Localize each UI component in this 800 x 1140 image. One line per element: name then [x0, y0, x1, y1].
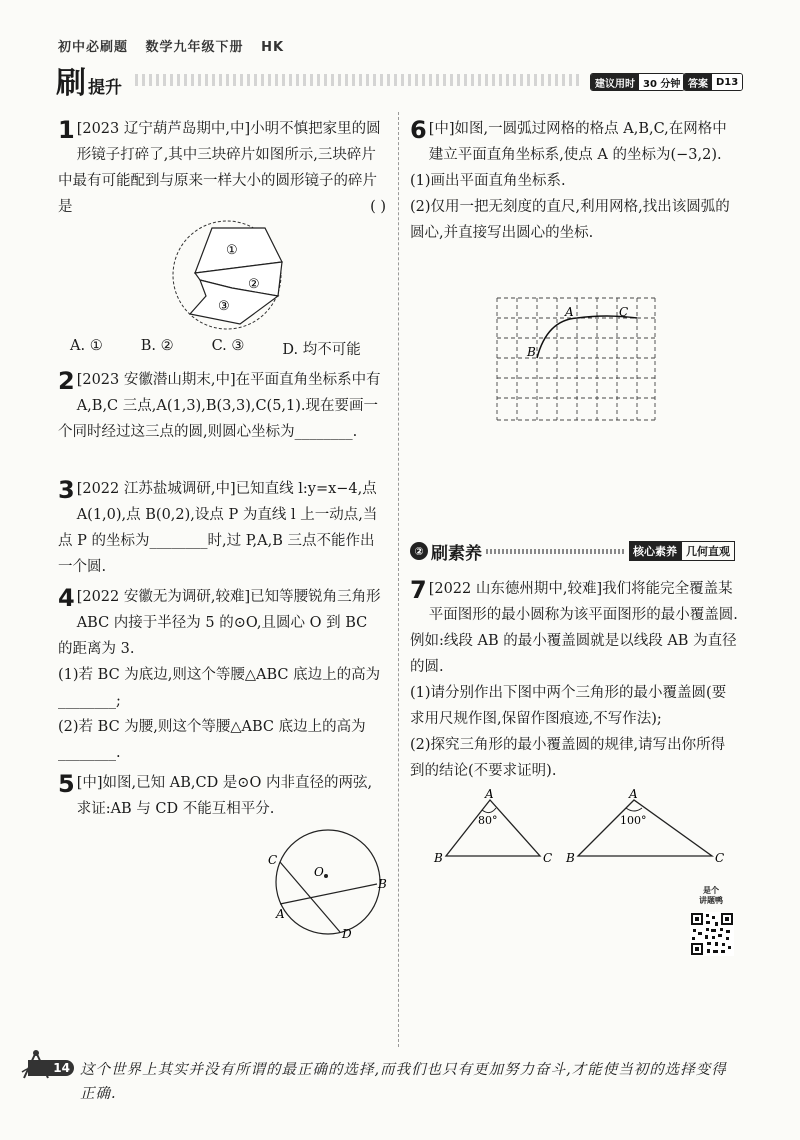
q6-sub2: (2)仅用一把无刻度的直尺,利用网格,找出该圆弧的圆心,并直接写出圆心的坐标.	[410, 199, 730, 241]
q6-grid-figure	[495, 296, 657, 426]
grid-label-b: B	[527, 345, 536, 359]
time-tag	[590, 73, 685, 91]
q5-text: [中]如图,已知 AB,CD 是⊙O 内非直径的两弦,求证:AB 与 CD 不能互相平分.	[76, 775, 373, 817]
q2-text: [2023 安徽潜山期末,中]在平面直角坐标系中有 A,B,C 三点,A(1,3),B(3,3),C(5,1).现在要画一个同时经过这三点的圆,则圆心坐标为________.	[58, 372, 381, 440]
q1-text: [2023 辽宁葫芦岛期中,中]小明不慎把家里的圆形镜子打碎了,其中三块碎片如图所示,三块碎片中最有可能配到与原来一样大小的圆形镜子的碎片是	[58, 121, 381, 215]
question-2	[58, 367, 386, 445]
q7-sub2: (2)探究三角形的最小覆盖圆的规律,请写出你所得到的结论(不要求证明).	[410, 737, 726, 779]
chord-ab	[280, 884, 377, 904]
tri1-label-b: B	[434, 851, 443, 865]
triangle-80	[446, 800, 540, 856]
label-o: O	[314, 865, 324, 879]
question-1	[58, 116, 386, 220]
q7-text: [2022 山东德州期中,较难]我们将能完全覆盖某平面图形的最小圆称为该平面图形的最小覆盖圆. 例如:线段 AB 的最小覆盖圆就是以线段 AB 为直径的圆.	[410, 581, 738, 675]
q6-text: [中]如图,一圆弧过网格的格点 A,B,C,在网格中建立平面直角坐标系,使点 A 的坐标为(−3,2).	[428, 121, 727, 163]
time-value: 30 分钟	[639, 74, 684, 90]
shard-label-1: ①	[226, 243, 238, 258]
label-a: A	[276, 907, 285, 921]
question-5	[58, 770, 386, 822]
tri1-label-c: C	[543, 851, 553, 865]
grid-lines	[497, 298, 655, 420]
qr-label-line2: 讲题鸭	[699, 896, 723, 905]
label-c: C	[268, 853, 278, 867]
q3-number: 3	[58, 476, 75, 504]
triangle-100	[578, 800, 712, 856]
q7-number: 7	[410, 576, 427, 604]
center-o	[324, 874, 328, 878]
shard-label-3: ③	[218, 299, 230, 314]
shard-label-2: ②	[248, 277, 260, 292]
footer-quote: 这个世界上其实并没有所谓的最正确的选择,而我们也只有更加努力奋斗,才能使当初的选择变得正确.	[80, 1062, 727, 1102]
angle-arc-80	[482, 808, 496, 813]
q1-options	[70, 338, 361, 359]
q4-text: [2022 安徽无为调研,较难]已知等腰锐角三角形 ABC 内接于半径为 5 的⊙O,且圆心 O 到 BC 的距离为 3.	[58, 589, 381, 657]
question-7	[410, 576, 738, 784]
label-d: D	[342, 927, 352, 941]
question-6	[410, 116, 738, 246]
brand-small: 提升	[88, 78, 122, 98]
subject-name: 数学九年级下册	[145, 40, 244, 55]
angle-arc-100	[626, 808, 642, 811]
edition: HK	[261, 40, 285, 55]
triangle-100-figure	[562, 786, 732, 868]
tri2-label-c: C	[715, 851, 725, 865]
tri1-angle: 80°	[478, 814, 498, 827]
page-number: 14	[28, 1060, 74, 1076]
section-icon: ②	[410, 542, 428, 560]
brand-big: 刷	[56, 66, 86, 101]
column-divider	[398, 112, 399, 1047]
section-title: 刷素养	[431, 543, 482, 564]
question-3	[58, 476, 386, 580]
grid-label-c: C	[619, 305, 629, 319]
section-header	[410, 540, 735, 562]
label-b: B	[378, 877, 387, 891]
series-name: 初中必刷题	[58, 40, 129, 55]
triangle-80-figure	[430, 786, 560, 868]
qr-code-icon[interactable]	[690, 912, 734, 956]
tri2-angle: 100°	[620, 814, 647, 827]
tri1-label-a: A	[485, 787, 494, 801]
answer-tag	[683, 73, 743, 91]
q6-sub1: (1)画出平面直角坐标系.	[410, 173, 566, 189]
chord-cd	[280, 862, 340, 932]
q4-number: 4	[58, 584, 75, 612]
qr-label	[686, 886, 736, 906]
q4-sub2: (2)若 BC 为腰,则这个等腰△ABC 底边上的高为________.	[58, 719, 366, 761]
brand	[56, 58, 122, 102]
tri2-label-a: A	[629, 787, 638, 801]
q1-number: 1	[58, 116, 75, 144]
q1-option-a[interactable]: A. ①	[70, 338, 103, 354]
arc-abc	[537, 316, 637, 358]
q1-mirror-figure	[170, 218, 285, 333]
section-tag-core: 核心素养	[629, 541, 681, 561]
q7-sub1: (1)请分别作出下图中两个三角形的最小覆盖圆(要求用尺规作图,保留作图痕迹,不写作法);	[410, 685, 727, 727]
q4-sub1: (1)若 BC 为底边,则这个等腰△ABC 底边上的高为________;	[58, 667, 381, 709]
tri2-label-b: B	[566, 851, 575, 865]
q1-option-b[interactable]: B. ②	[140, 338, 174, 354]
section-line	[486, 549, 625, 554]
time-label: 建议用时	[591, 74, 639, 90]
answer-page: D13	[712, 74, 742, 90]
q6-number: 6	[410, 116, 427, 144]
q5-number: 5	[58, 770, 75, 798]
q1-answer-paren: ( )	[370, 199, 386, 215]
header-hatch	[135, 74, 583, 86]
q3-text: [2022 江苏盐城调研,中]已知直线 l:y=x−4,点A(1,0),点 B(0,2),设点 P 为直线 l 上一动点,当点 P 的坐标为________时,过 P,A,B 三点不能作出一个圆.	[58, 481, 378, 575]
qr-label-line1: 是个	[703, 886, 719, 895]
q2-number: 2	[58, 367, 75, 395]
section-tag-topic: 几何直观	[681, 541, 735, 561]
q1-option-c[interactable]: C. ③	[211, 338, 245, 354]
q5-circle-figure	[262, 826, 392, 944]
answer-label: 答案	[684, 74, 712, 90]
question-4	[58, 584, 386, 766]
grid-label-a: A	[565, 305, 574, 319]
q1-option-d[interactable]: D. 均不可能	[282, 342, 361, 358]
header-series	[58, 36, 296, 55]
